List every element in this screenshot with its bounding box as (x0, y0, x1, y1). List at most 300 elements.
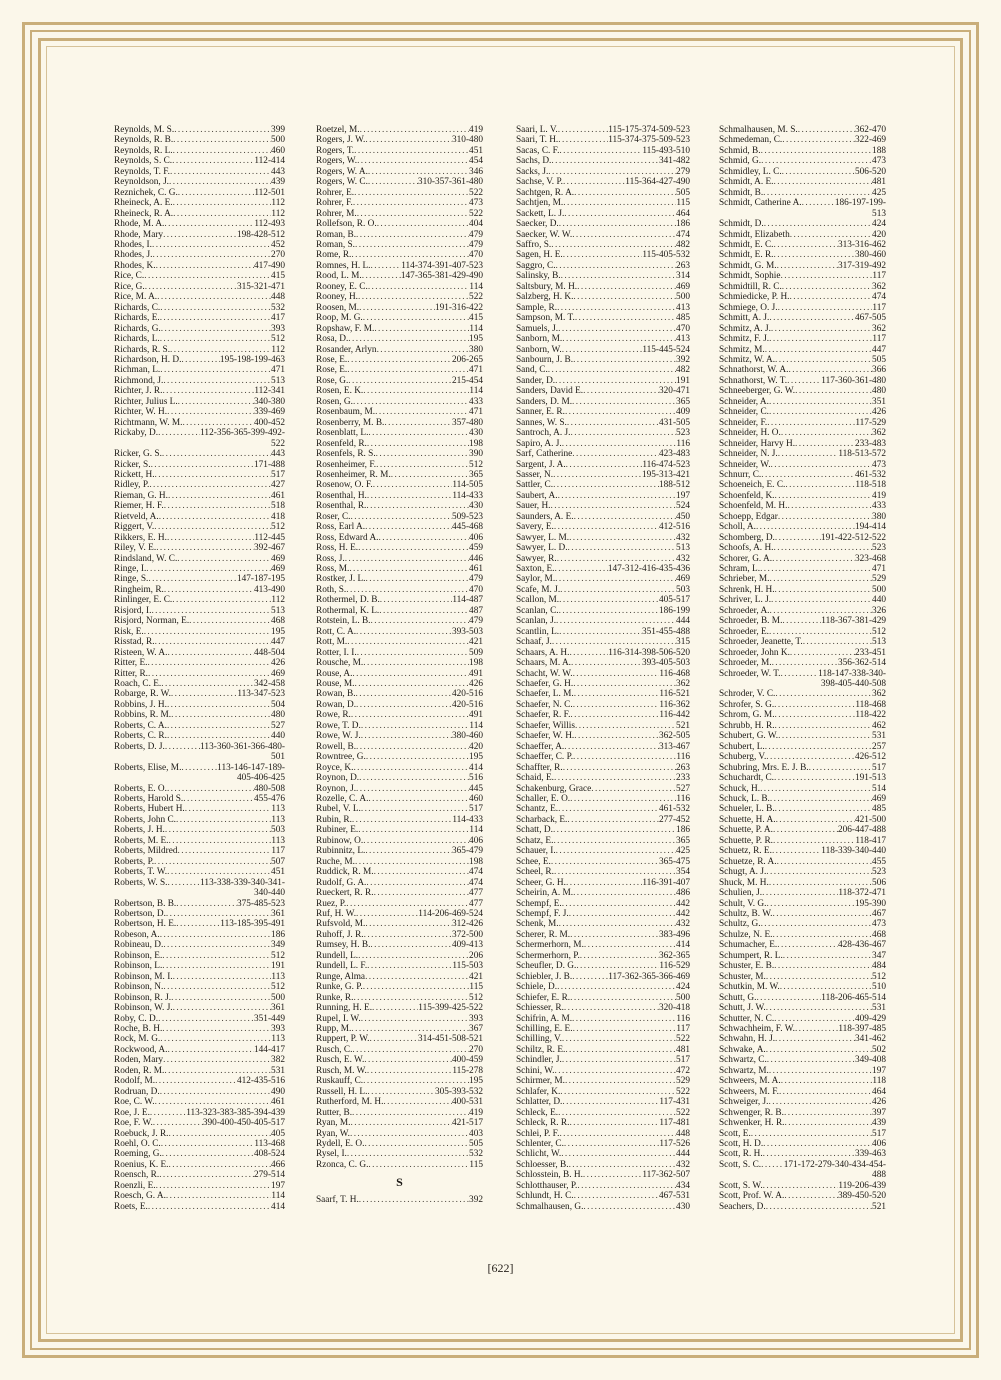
dot-leader (551, 156, 659, 166)
index-entry (316, 752, 483, 762)
dot-leader (366, 752, 469, 762)
entry-pages: 517 (469, 804, 483, 815)
entry-name: Scheirin, A. M. (516, 888, 574, 899)
dot-leader (353, 993, 469, 1003)
entry-name: Sachtgen, R. A. (516, 187, 575, 198)
index-entry (516, 146, 690, 156)
entry-name: Schrenk, H. H. (719, 584, 775, 595)
entry-pages: 454 (469, 156, 483, 167)
entry-pages: 517 (872, 1128, 886, 1139)
entry-pages: 114 (271, 1191, 285, 1202)
dot-leader (361, 1014, 469, 1024)
dot-leader (374, 867, 469, 877)
index-entry (516, 480, 690, 490)
entry-name: Rollefson, R. O. (316, 219, 377, 230)
index-entry (114, 961, 285, 971)
index-entry (114, 397, 285, 407)
index-entry (316, 993, 483, 1003)
dot-leader (164, 219, 254, 229)
dot-leader (774, 240, 838, 250)
entry-pages: 482 (676, 239, 690, 250)
entry-name: Sattler, C. (516, 480, 554, 491)
dot-leader (775, 491, 873, 501)
index-entry (719, 1191, 886, 1201)
entry-name: Ross, Earl A. (316, 522, 366, 533)
entry-pages: 113-347-523 (237, 689, 285, 700)
entry-pages: 342-458 (254, 679, 285, 690)
entry-name: Rotstein, L. B. (316, 616, 371, 627)
entry-name: Ringe, S. (114, 574, 149, 585)
index-entry (114, 449, 285, 459)
dot-leader (355, 857, 469, 867)
index-entry (114, 522, 285, 532)
entry-name: Ross, H. E. (316, 543, 359, 554)
dot-leader (376, 449, 469, 459)
entry-name: Schroeder, John K. (719, 647, 790, 658)
index-column-4 (719, 125, 891, 1245)
entry-name: Scott, S. W. (719, 1180, 763, 1191)
entry-name: Roetzel, M. (316, 125, 360, 135)
index-entry (719, 198, 886, 208)
dot-leader (765, 742, 872, 752)
index-entry (316, 397, 483, 407)
entry-name: Schenk, M. (516, 919, 559, 930)
entry-pages: 490 (271, 1086, 285, 1097)
dot-leader (790, 230, 872, 240)
index-entry (114, 261, 285, 271)
entry-pages: 112-341 (254, 386, 285, 397)
entry-pages: 362 (872, 689, 886, 700)
dot-leader (174, 125, 271, 135)
entry-pages: 112-501 (254, 187, 285, 198)
entry-name: Schrubb, H. R. (719, 720, 775, 731)
dot-leader (367, 1066, 452, 1076)
dot-leader (171, 993, 271, 1003)
entry-pages: 361 (271, 908, 285, 919)
entry-pages: 461 (271, 490, 285, 501)
entry-pages: 393-405-503 (641, 658, 690, 669)
index-entry (719, 585, 886, 595)
dot-leader (770, 794, 872, 804)
index-entry (719, 1181, 886, 1191)
entry-name: Robinson, E. (114, 950, 163, 961)
entry-name: Rosenthal, H. (316, 490, 367, 501)
index-entry (114, 1139, 285, 1149)
entry-name: Rindsland, W. C. (114, 553, 178, 564)
entry-name: Schweiger, J. (719, 1097, 769, 1108)
dot-leader (775, 1034, 855, 1044)
dot-leader (570, 993, 676, 1003)
entry-name: Roberts, W. S. (114, 877, 168, 888)
index-entry (516, 501, 690, 511)
dot-leader (367, 1087, 435, 1097)
index-entry (316, 899, 483, 909)
entry-pages: 414 (469, 762, 483, 773)
dot-leader (555, 574, 676, 584)
dot-leader (161, 1139, 255, 1149)
dot-leader (591, 784, 676, 794)
entry-pages: 113 (271, 804, 285, 815)
entry-name: Sanborn, W. (516, 344, 562, 355)
dot-leader (361, 721, 470, 731)
index-entry (719, 386, 886, 396)
entry-name: Roser, C. (316, 511, 351, 522)
dot-leader (567, 418, 659, 428)
entry-pages: 320-471 (659, 386, 690, 397)
entry-pages: 471 (469, 365, 483, 376)
entry-pages: 426 (872, 407, 886, 418)
index-entry (516, 825, 690, 835)
entry-name: Schuster, E. B. (719, 961, 775, 972)
dot-leader (779, 1087, 872, 1097)
dot-leader (781, 669, 819, 679)
entry-name: Rowe, R. (316, 710, 351, 721)
entry-name: Rice, M. A. (114, 292, 158, 303)
index-entry (516, 1045, 690, 1055)
entry-name: Scherer, R. M. (516, 929, 571, 940)
entry-pages: 116-468 (659, 668, 690, 679)
dot-leader (798, 125, 855, 135)
index-entry (516, 376, 690, 386)
index-entry (719, 1055, 886, 1065)
index-entry (316, 324, 483, 334)
entry-pages: 115-405-532 (642, 250, 690, 261)
entry-pages: 118-422 (855, 710, 886, 721)
index-entry (719, 345, 886, 355)
index-entry (114, 407, 285, 417)
index-entry (516, 418, 690, 428)
index-entry (516, 564, 690, 574)
entry-name: Rowe, W. J. (316, 731, 361, 742)
entry-name: Rietveld, A. (114, 511, 159, 522)
entry-pages: 197 (676, 490, 690, 501)
entry-pages: 431-505 (659, 417, 690, 428)
entry-pages: 442 (676, 898, 690, 909)
entry-pages: 452 (271, 239, 285, 250)
entry-name: Schueler, L. B. (719, 804, 775, 815)
entry-pages: 451 (271, 867, 285, 878)
index-entry (719, 1202, 886, 1212)
index-entry (316, 658, 483, 668)
entry-name: Sachs, D. (516, 156, 552, 167)
entry-pages: 450 (676, 511, 690, 522)
entry-name: Schuette, P. A. (719, 825, 773, 836)
dot-leader (161, 324, 271, 334)
dot-leader (559, 919, 676, 929)
dot-leader (354, 188, 469, 198)
entry-name: Roden, Mary (114, 1055, 164, 1066)
dot-leader (772, 658, 838, 668)
dot-leader (774, 961, 872, 971)
entry-pages: 461-532 (659, 804, 690, 815)
entry-name: Schubring, Mrs. E. J. B. (719, 762, 809, 773)
entry-name: Schindler, J. (516, 1055, 562, 1066)
entry-pages: 188 (872, 145, 886, 156)
dot-leader (761, 470, 855, 480)
dot-leader (766, 1003, 872, 1013)
index-entry (719, 167, 886, 177)
entry-pages: 461 (271, 1097, 285, 1108)
entry-pages: 471 (469, 407, 483, 418)
entry-pages: 393 (469, 1013, 483, 1024)
entry-pages: 421-500 (855, 814, 886, 825)
entry-name: Rousche, M. (316, 658, 364, 669)
dot-leader (565, 1076, 676, 1086)
index-entry (316, 982, 483, 992)
dot-leader (356, 700, 452, 710)
entry-pages: 505 (676, 187, 690, 198)
entry-pages: 362 (872, 281, 886, 292)
entry-name: Santroch, A. J. (516, 428, 571, 439)
entry-name: Schleck, R. R. (516, 1118, 570, 1129)
dot-leader (358, 825, 469, 835)
index-entry (719, 365, 886, 375)
index-entry (516, 773, 690, 783)
entry-name: Risk, E. (114, 626, 144, 637)
dot-leader (161, 679, 254, 689)
entry-pages: 191 (271, 961, 285, 972)
entry-name: Schlosstein, B. H. (516, 1170, 583, 1181)
dot-leader (551, 857, 659, 867)
entry-pages: 171-172-279-340-434-454- (783, 1159, 886, 1170)
entry-pages: 473 (872, 156, 886, 167)
dot-leader (370, 940, 452, 950)
entry-pages: 517 (676, 1055, 690, 1066)
entry-pages: 114 (469, 281, 483, 292)
entry-pages: 361 (271, 1003, 285, 1014)
dot-leader (782, 616, 821, 626)
dot-leader (564, 1139, 659, 1149)
dot-leader (358, 951, 469, 961)
entry-pages: 471 (271, 365, 285, 376)
entry-pages: 522 (676, 1107, 690, 1118)
entry-name: Schilling, V. (516, 1034, 562, 1045)
dot-leader (181, 763, 217, 773)
entry-name: Roberts, P. (114, 856, 155, 867)
entry-pages: 521 (676, 720, 690, 731)
entry-pages: 531 (872, 731, 886, 742)
dot-leader (573, 679, 676, 689)
entry-name: Schnurr, C. (719, 469, 762, 480)
index-entry (719, 125, 886, 135)
dot-leader (780, 982, 872, 992)
entry-pages: 420-516 (452, 689, 483, 700)
entry-name: Schorer, G. A. (719, 553, 773, 564)
dot-leader (781, 1076, 873, 1086)
entry-name: Richter, J. R. (114, 386, 163, 397)
dot-leader (171, 689, 237, 699)
entry-name: Schmitz, M. (719, 344, 765, 355)
index-entry (316, 271, 483, 281)
index-entry (719, 1097, 886, 1107)
dot-leader (355, 240, 469, 250)
entry-pages: 447 (872, 344, 886, 355)
entry-pages: 365 (676, 835, 690, 846)
dot-leader (359, 1195, 469, 1205)
index-entry (516, 794, 690, 804)
index-entry (516, 616, 690, 626)
dot-leader (555, 376, 676, 386)
index-entry (114, 878, 285, 888)
index-entry-continuation: 513 (872, 208, 886, 219)
dot-leader (351, 710, 469, 720)
index-entry (114, 836, 285, 846)
entry-pages: 464 (676, 208, 690, 219)
entry-name: Schnathorst, W. A. (719, 365, 789, 376)
index-entry (516, 1003, 690, 1013)
entry-name: Roe, F. W. (114, 1118, 153, 1129)
entry-name: Robineau, D. (114, 940, 164, 951)
index-entry (114, 909, 285, 919)
entry-pages: 451 (469, 145, 483, 156)
index-entry (719, 951, 886, 961)
entry-pages: 485 (872, 804, 886, 815)
entry-pages: 116 (676, 1013, 690, 1024)
index-entry (719, 1034, 886, 1044)
entry-pages: 484 (872, 961, 886, 972)
entry-name: Scott, H. D. (719, 1138, 764, 1149)
index-entry (316, 846, 483, 856)
dot-leader (379, 606, 469, 616)
dot-leader (767, 1055, 855, 1065)
entry-name: Schmidt, E. C. (719, 239, 774, 250)
index-entry (114, 710, 285, 720)
entry-pages: 433 (469, 396, 483, 407)
index-entry (316, 1066, 483, 1076)
entry-name: Schroeder, B. M. (719, 616, 783, 627)
entry-pages: 115-175-374-509-523 (608, 125, 690, 135)
entry-pages: 339-469 (254, 407, 285, 418)
dot-leader (156, 543, 254, 553)
index-entry (316, 574, 483, 584)
entry-name: Schroder, V. C. (719, 689, 776, 700)
index-entry (316, 616, 483, 626)
entry-pages: 500 (676, 992, 690, 1003)
index-entry (316, 1118, 483, 1128)
entry-pages: 390-400-450-405-517 (202, 1118, 285, 1129)
entry-name: Rohrer, M. (316, 208, 357, 219)
index-entry (719, 491, 886, 501)
entry-pages: 527 (271, 720, 285, 731)
entry-pages: 114-433 (452, 490, 483, 501)
index-entry (316, 731, 483, 741)
entry-name: Rusch, C. (316, 1044, 353, 1055)
entry-pages: 522 (676, 1086, 690, 1097)
dot-leader (369, 1034, 417, 1044)
entry-name: Risteen, W. A. (114, 647, 168, 658)
index-entry (316, 156, 483, 166)
dot-leader (155, 637, 271, 647)
dot-leader (766, 972, 872, 982)
entry-pages: 467-505 (855, 313, 886, 324)
entry-pages: 118-206-465-514 (821, 992, 886, 1003)
index-entry (719, 804, 886, 814)
index-entry (516, 1139, 690, 1149)
index-entry (316, 334, 483, 344)
entry-name: Sanner, E. R. (516, 407, 565, 418)
entry-pages: 392 (676, 354, 690, 365)
entry-pages: 117 (271, 846, 285, 857)
entry-pages: 118-417 (855, 835, 886, 846)
entry-pages: 116 (676, 752, 690, 763)
entry-name: Risjord, Norman, E. (114, 616, 190, 627)
index-entry (316, 428, 483, 438)
index-entry (719, 292, 886, 302)
index-entry-continuation: 405-406-425 (236, 773, 285, 784)
dot-leader (548, 365, 676, 375)
entry-pages: 349-408 (855, 1055, 886, 1066)
entry-pages: 147-187-195 (236, 574, 285, 585)
index-entry (316, 825, 483, 835)
dot-leader (357, 156, 469, 166)
index-entry (114, 1129, 285, 1139)
entry-pages: 380 (872, 511, 886, 522)
entry-name: Saecker, D. (516, 219, 559, 230)
dot-leader (566, 460, 643, 470)
entry-name: Schaeffer, C. P. (516, 752, 574, 763)
index-entry (516, 982, 690, 992)
index-entry (316, 292, 483, 302)
entry-pages: 315 (676, 637, 690, 648)
dot-leader (380, 595, 453, 605)
index-entry (516, 1191, 690, 1201)
index-entry (516, 188, 690, 198)
index-entry (516, 784, 690, 794)
entry-pages: 112 (271, 198, 285, 209)
dot-leader (347, 365, 469, 375)
dot-leader (767, 418, 855, 428)
index-entry (719, 710, 886, 720)
entry-pages: 432 (676, 1159, 690, 1170)
entry-name: Roby, C. D. (114, 1013, 159, 1024)
entry-name: Sawyer, R. (516, 553, 557, 564)
dot-leader (771, 324, 872, 334)
index-entry (516, 533, 690, 543)
entry-pages: 517 (271, 469, 285, 480)
entry-pages: 314 (676, 271, 690, 282)
index-entry (114, 1087, 285, 1097)
dot-leader (169, 1160, 272, 1170)
entry-name: Ross, Edward A. (316, 532, 379, 543)
entry-pages: 117-481 (659, 1118, 690, 1129)
entry-pages: 144-417 (254, 1044, 285, 1055)
index-entry (516, 700, 690, 710)
entry-pages: 417 (271, 313, 285, 324)
entry-name: Ritter, R. (114, 668, 148, 679)
entry-name: Schubert, G. W. (719, 731, 779, 742)
entry-name: Saubert, A. (516, 490, 558, 501)
entry-name: Schiefer, E. R. (516, 992, 571, 1003)
dot-leader (363, 982, 470, 992)
entry-pages: 522 (469, 292, 483, 303)
index-entry (516, 742, 690, 752)
entry-pages: 367 (469, 1023, 483, 1034)
entry-pages: 419 (872, 490, 886, 501)
entry-pages: 439 (872, 1118, 886, 1129)
index-entry (114, 982, 285, 992)
index-entry (316, 480, 483, 490)
entry-pages: 393 (271, 1023, 285, 1034)
index-entry (516, 1034, 690, 1044)
entry-name: Robinson, N. (114, 982, 164, 993)
dot-leader (352, 815, 452, 825)
dot-leader (782, 135, 855, 145)
entry-name: Schumpert, R. L. (719, 950, 783, 961)
entry-name: Scantlin, L. (516, 626, 560, 637)
entry-name: Scafe, M. J. (516, 584, 561, 595)
index-entry (316, 867, 483, 877)
entry-pages: 507 (271, 856, 285, 867)
